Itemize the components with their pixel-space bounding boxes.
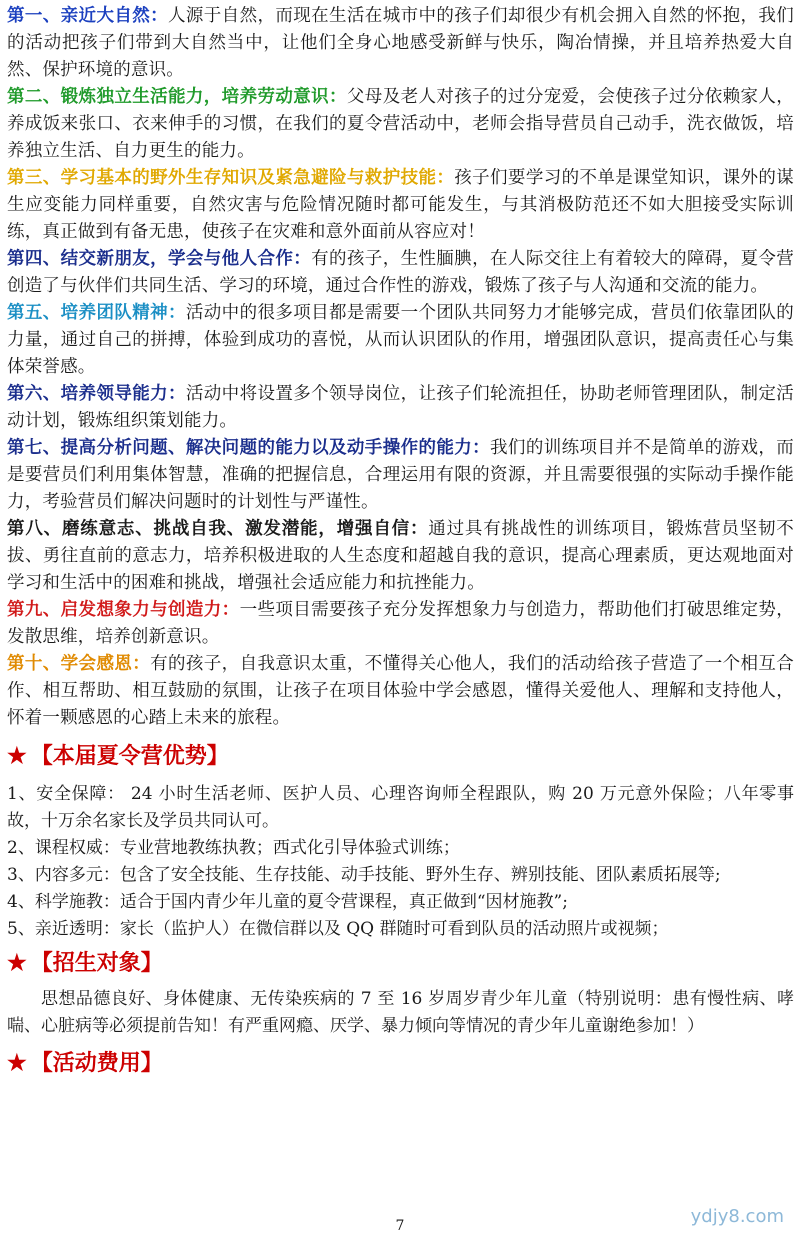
advantage-item: 2、课程权威：专业营地教练执教；西式化引导体验式训练； (7, 838, 460, 858)
page-number: 7 (395, 1218, 405, 1234)
benefit-heading: 第六、培养领导能力： (7, 384, 186, 404)
target-title-text: 【招生对象】 (30, 950, 163, 976)
star-icon: ★ (7, 1050, 27, 1076)
benefit-text: 活动中的很多项目都是需要一个团队共同努力才能够完成，营员们依靠团队的力量，通过自己的拼搏，体验到成功的喜悦，从而认识团队的作用，增强团队意识，提高责任心与集体荣誉感。 (7, 303, 794, 377)
star-icon: ★ (7, 950, 27, 976)
advantage-item: 4、科学施教：适合于国内青少年儿童的夏令营课程，真正做到“因材施教”; (7, 892, 568, 912)
benefit-heading: 第五、培养团队精神： (7, 303, 186, 323)
benefit-item (7, 435, 794, 516)
benefit-text: 有的孩子，生性腼腆，在人际交往上有着较大的障碍，夏令营创造了与伙伴们共同生活、学习的环境，通过合作性的游戏，锻炼了孩子与人沟通和交流的能力。 (7, 249, 794, 296)
benefit-item (7, 597, 794, 651)
benefit-heading: 第一、亲近大自然： (7, 6, 169, 26)
benefit-item (7, 516, 794, 597)
benefit-heading: 第二、锻炼独立生活能力，培养劳动意识： (7, 87, 347, 107)
benefit-text: 活动中将设置多个领导岗位，让孩子们轮流担任，协助老师管理团队，制定活动计划，锻炼组织策划能力。 (7, 384, 794, 431)
benefit-heading: 第三、学习基本的野外生存知识及紧急避险与救护技能： (7, 168, 455, 188)
benefit-heading: 第八、磨练意志、挑战自我、激发潜能，增强自信： (7, 519, 429, 539)
star-icon: ★ (7, 743, 27, 769)
benefit-item (7, 165, 794, 246)
benefit-text: 有的孩子，自我意识太重，不懂得关心他人，我们的活动给孩子营造了一个相互合作、相互帮助、相互鼓励的氛围，让孩子在项目体验中学会感恩，懂得关爱他人、理解和支持他人，怀着一颗感恩的心踏上未来的旅程。 (7, 654, 794, 728)
benefit-text: 父母及老人对孩子的过分宠爱，会使孩子过分依赖家人，养成饭来张口、衣来伸手的习惯，在我们的夏令营活动中，老师会指导营员自己动手，洗衣做饭，培养独立生活、自力更生的能力。 (7, 87, 794, 161)
advantages-title-text: 【本届夏令营优势】 (30, 743, 229, 769)
benefit-heading: 第十、学会感恩： (7, 654, 151, 674)
benefit-text: 我们的训练项目并不是简单的游戏，而是要营员们利用集体智慧，准确的把握信息，合理运用有限的资源，并且需要很强的实际动手操作能力，考验营员们解决问题时的计划性与严谨性。 (7, 438, 794, 512)
watermark: ydjy8.com (690, 1206, 784, 1227)
benefits-list (7, 3, 794, 732)
document-page (7, 0, 794, 1078)
fee-title (7, 1048, 794, 1078)
benefit-heading: 第四、结交新朋友，学会与他人合作： (7, 249, 312, 269)
benefit-item (7, 381, 794, 435)
advantage-item: 1、安全保障： 24 小时生活老师、医护人员、心理咨询师全程跟队，购 20 万元意外保险；八年零事故，十万余名家长及学员共同认可。 (7, 784, 794, 831)
benefit-text: 孩子们要学习的不单是课堂知识，课外的谋生应变能力同样重要，自然灾害与危险情况随时都可能发生，与其消极防范还不如大胆接受实际训练，真正做到有备无患，使孩子在灾难和意外面前从容应对！ (7, 168, 794, 242)
benefit-item (7, 3, 794, 84)
benefit-text: 一些项目需要孩子充分发挥想象力与创造力，帮助他们打破思维定势，发散思维，培养创新意识。 (7, 600, 794, 647)
benefit-text: 通过具有挑战性的训练项目，锻炼营员坚韧不拔、勇往直前的意志力，培养积极进取的人生态度和超越自我的意识，提高心理素质，更达观地面对学习和生活中的困难和挑战，增强社会适应能力和抗挫能力。 (7, 519, 794, 593)
target-title (7, 948, 794, 978)
benefit-item (7, 651, 794, 732)
advantage-item: 5、亲近透明：家长（监护人）在微信群以及 QQ 群随时可看到队员的活动照片或视频； (7, 919, 669, 939)
advantage-item: 3、内容多元：包含了安全技能、生存技能、动手技能、野外生存、辨别技能、团队素质拓展等; (7, 865, 721, 885)
advantages-list (7, 781, 794, 943)
benefit-item (7, 300, 794, 381)
benefit-text: 人源于自然，而现在生活在城市中的孩子们却很少有机会拥入自然的怀抱，我们的活动把孩子们带到大自然当中，让他们全身心地感受新鲜与快乐，陶冶情操，并且培养热爱大自然、保护环境的意识。 (7, 6, 794, 80)
target-description: 思想品德良好、身体健康、无传染疾病的 7 至 16 岁周岁青少年儿童（特别说明：患有慢性病、哮喘、心脏病等必须提前告知！有严重网瘾、厌学、暴力倾向等情况的青少年儿童谢绝参加！） (7, 989, 794, 1036)
advantages-title (7, 741, 794, 771)
fee-title-text: 【活动费用】 (30, 1050, 163, 1076)
benefit-heading: 第七、提高分析问题、解决问题的能力以及动手操作的能力： (7, 438, 491, 458)
benefit-item (7, 84, 794, 165)
benefit-heading: 第九、启发想象力与创造力： (7, 600, 240, 620)
benefit-item (7, 246, 794, 300)
